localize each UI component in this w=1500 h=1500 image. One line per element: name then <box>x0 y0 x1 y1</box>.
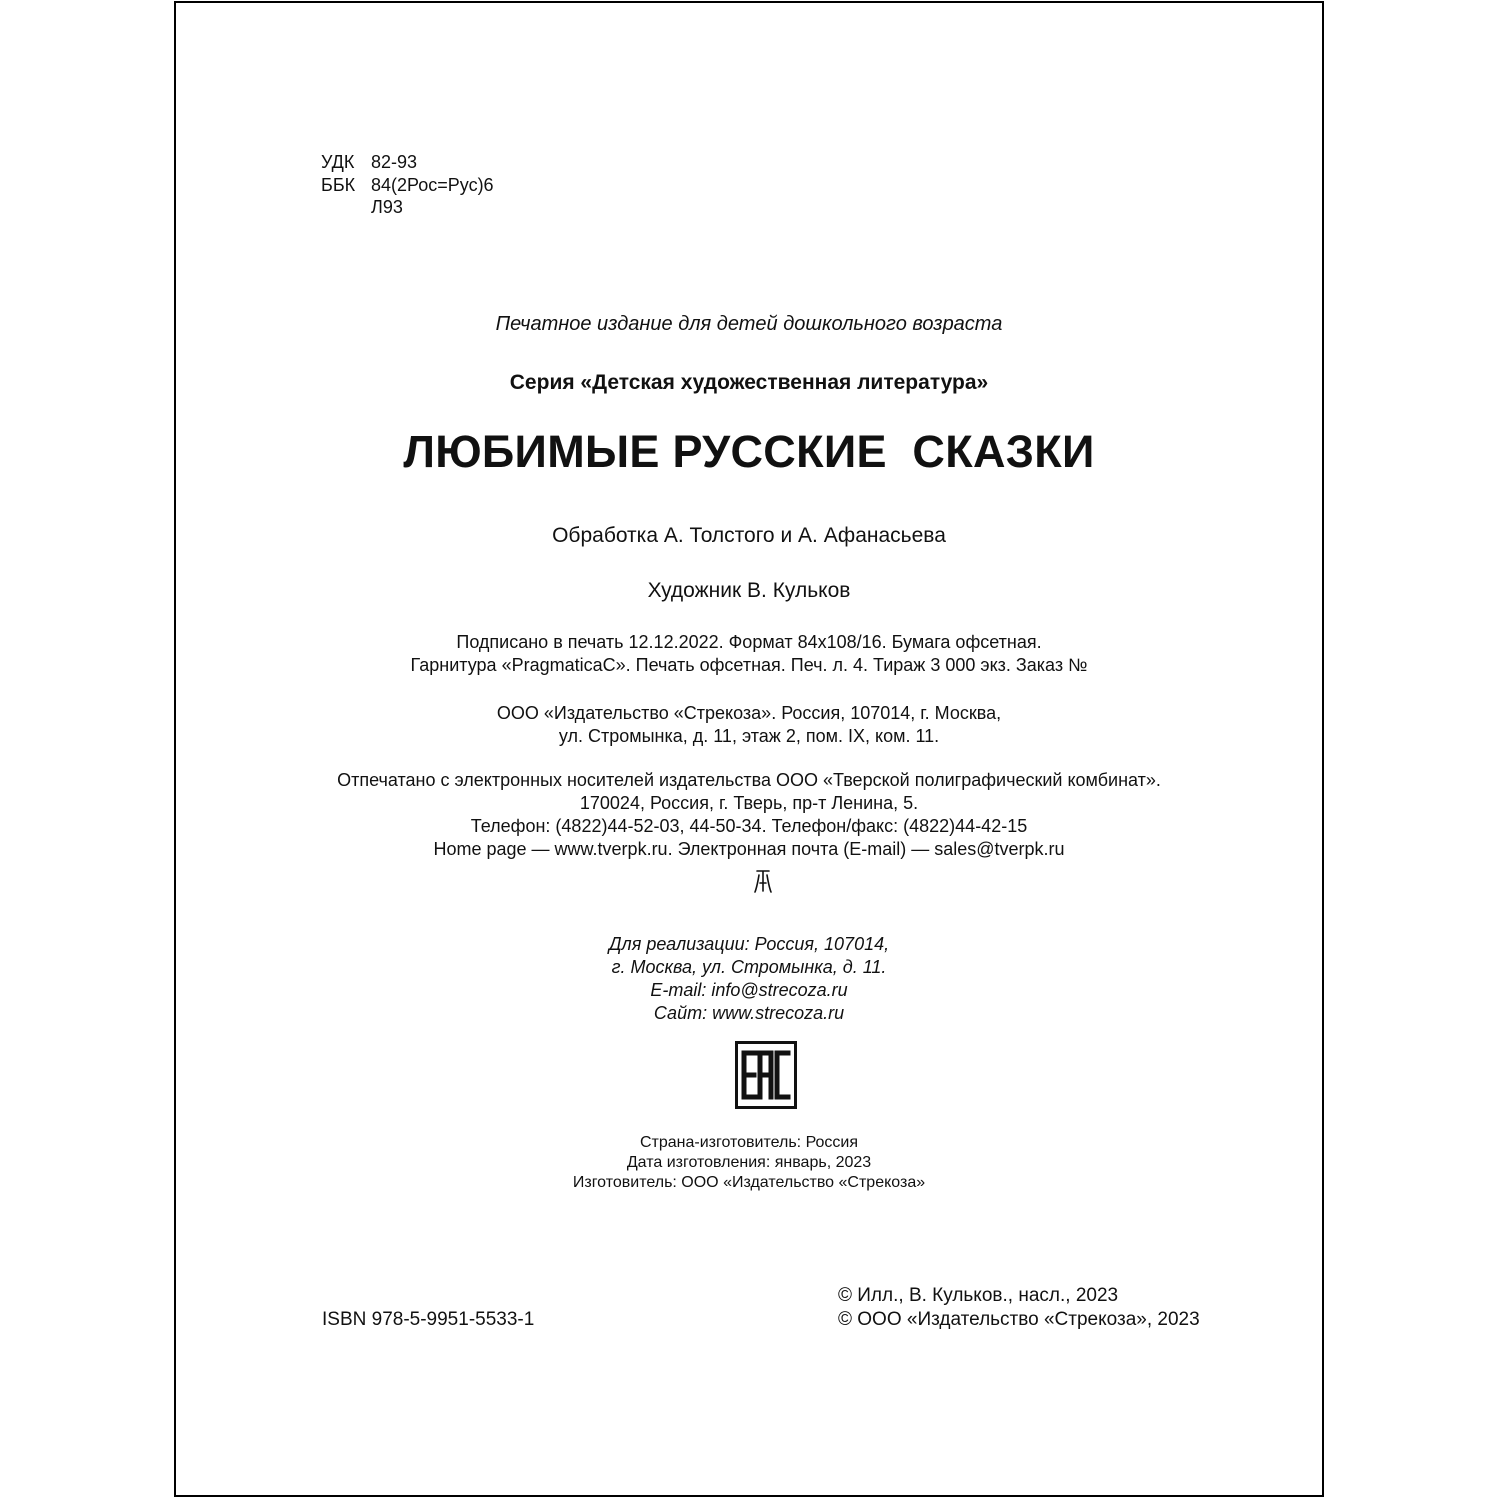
printer-line: Home page — www.tverpk.ru. Электронная почта (E-mail) — sales@tverpk.ru <box>433 839 1065 859</box>
print-info-line: Подписано в печать 12.12.2022. Формат 84x108/16. Бумага офсетная. <box>456 632 1042 652</box>
series-title: Серия «Детская художественная литература» <box>509 371 989 394</box>
sales-info <box>176 933 1322 1025</box>
sales-line: г. Москва, ул. Стромынка, д. 11. <box>611 957 887 977</box>
sales-line: Сайт: www.strecoza.ru <box>653 1003 845 1023</box>
udk-label: УДК <box>321 152 355 172</box>
bbk-value: 84(2Рос=Рус)6 <box>371 174 494 195</box>
publisher-line: ООО «Издательство «Стрекоза». Россия, 107014, г. Москва, <box>496 703 1002 723</box>
adaptation-credit: Обработка А. Толстого и А. Афанасьева <box>552 524 946 547</box>
printer-line: Телефон: (4822)44-52-03, 44-50-34. Телефон/факс: (4822)44-42-15 <box>470 816 1028 836</box>
catalog-codes <box>321 151 494 219</box>
printer-logo-icon <box>754 869 772 895</box>
udk-row <box>321 151 494 174</box>
bbk-label: ББК <box>321 174 356 195</box>
manufacture-line: Дата изготовления: январь, 2023 <box>626 1154 872 1171</box>
copyright-line: © Илл., В. Кульков., насл., 2023 <box>838 1285 1119 1306</box>
bbk-row <box>321 174 494 197</box>
manufacture-line: Изготовитель: ООО «Издательство «Стрекоза» <box>572 1174 926 1191</box>
illustrator-credit: Художник В. Кульков <box>647 579 851 602</box>
manufacture-line: Страна-изготовитель: Россия <box>639 1134 859 1151</box>
publisher-line: ул. Стромынка, д. 11, этаж 2, пом. IX, ком. 11. <box>558 726 940 746</box>
print-info <box>176 631 1322 677</box>
intended-use: Печатное издание для детей дошкольного возраста <box>495 313 1003 335</box>
book-title: ЛЮБИМЫЕ РУССКИЕ СКАЗКИ <box>403 426 1095 477</box>
printer-line: 170024, Россия, г. Тверь, пр-т Ленина, 5. <box>579 793 919 813</box>
isbn: ISBN 978-5-9951-5533-1 <box>322 1309 535 1330</box>
author-mark-row <box>321 196 494 219</box>
eac-conformity-icon <box>735 1041 797 1109</box>
printer-info <box>176 769 1322 861</box>
printer-line: Отпечатано с электронных носителей издательства ООО «Тверской полиграфический комбинат». <box>337 770 1161 790</box>
manufacture-info <box>176 1133 1322 1193</box>
publisher-info <box>176 702 1322 748</box>
copyright-info <box>838 1284 1200 1332</box>
sales-line: Для реализации: Россия, 107014, <box>608 934 890 954</box>
imprint-page <box>174 1 1324 1497</box>
author-mark: Л93 <box>371 197 403 217</box>
sales-line: E-mail: info@strecoza.ru <box>650 980 848 1000</box>
print-info-line: Гарнитура «PragmaticaC». Печать офсетная. Печ. л. 4. Тираж 3 000 экз. Заказ № <box>410 655 1088 675</box>
udk-value: 82-93 <box>371 152 418 172</box>
copyright-line: © ООО «Издательство «Стрекоза», 2023 <box>838 1309 1200 1330</box>
